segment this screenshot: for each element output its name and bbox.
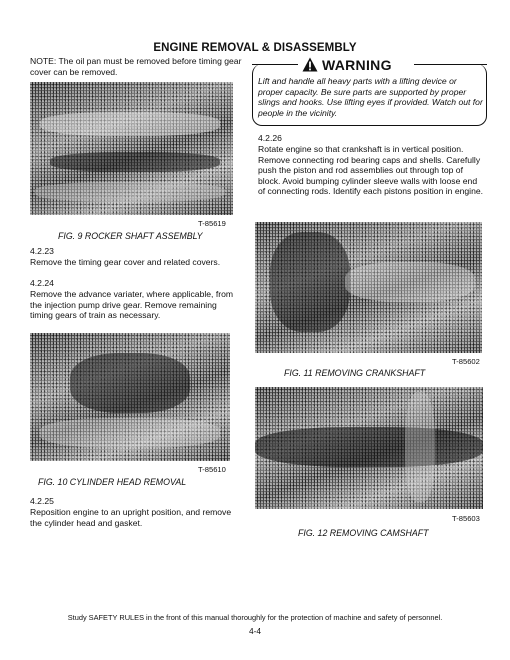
section-4226-number: 4.2.26 <box>258 133 282 143</box>
note-text: NOTE: The oil pan must be removed before timing gear cover can be removed. <box>30 56 242 77</box>
cylinder-head-photo <box>30 333 230 461</box>
rocker-shaft-photo <box>30 82 233 215</box>
section-4225-number: 4.2.25 <box>30 496 54 506</box>
section-4225-text: Reposition engine to an upright position, and remove the cylinder head and gasket. <box>30 507 232 528</box>
fig9-tag: T-85619 <box>198 219 226 228</box>
footer-safety-note: Study SAFETY RULES in the front of this manual thoroughly for the protection of machine and safety of personnel. <box>67 613 443 622</box>
section-4223-number: 4.2.23 <box>30 246 54 256</box>
fig10-tag: T-85610 <box>198 465 226 474</box>
camshaft-photo <box>255 387 483 509</box>
section-4226-text: Rotate engine so that crankshaft is in vertical position. Remove connecting rod bearing caps and shells. Carefully push the piston and rod assemblies out through top of block. Avoid bumping cylinder sleeve walls with loose end of connecting rods. Identify each pistons position in engine. <box>258 144 484 197</box>
page-number: 4-4 <box>248 626 262 636</box>
warning-text: Lift and handle all heavy parts with a lifting device or proper capacity. Be sure parts are supported by proper slings and hooks. Use lifting eyes if provided. Watch out for people in the vicinity. <box>258 76 483 118</box>
section-4223-text: Remove the timing gear cover and related covers. <box>30 257 221 267</box>
fig12-caption: FIG. 12 REMOVING CAMSHAFT <box>298 528 429 538</box>
section-4224-text: Remove the advance variater, where applicable, from the injection pump drive gear. Remove remaining timing gears of train as necessary. <box>30 289 234 321</box>
fig12-tag: T-85603 <box>452 514 480 523</box>
fig9-caption: FIG. 9 ROCKER SHAFT ASSEMBLY <box>58 231 203 241</box>
warning-heading: WARNING <box>322 57 392 73</box>
fig11-caption: FIG. 11 REMOVING CRANKSHAFT <box>284 368 426 378</box>
fig11-tag: T-85602 <box>452 357 480 366</box>
page-title: ENGINE REMOVAL & DISASSEMBLY <box>153 42 357 54</box>
crankshaft-photo <box>255 222 482 353</box>
section-4224-number: 4.2.24 <box>30 278 54 288</box>
fig10-caption: FIG. 10 CYLINDER HEAD REMOVAL <box>38 477 187 487</box>
